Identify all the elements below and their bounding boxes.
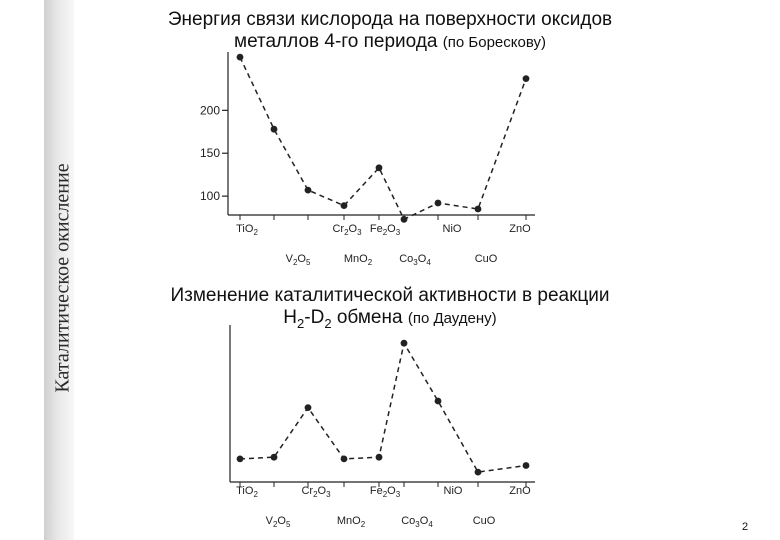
chart-2-title-note: (по Даудену) [407, 310, 497, 327]
chart-2-point-NiO [435, 398, 442, 405]
chart-2-x-label-Co3O4: $Co_3O_4$ [401, 515, 433, 529]
chart-1-title-main: металлов 4-го периода [234, 31, 438, 52]
chart-1-x-label-CuO: CuO [474, 253, 498, 265]
chart-2-point-V2O5 [271, 454, 278, 461]
chart-1-x-label-V2O5: $V_2O_5$ [285, 253, 311, 267]
chart-1-x-label-TiO2: TiO$_2$ [236, 223, 258, 237]
chart-1-x-label-ZnO: ZnO [509, 223, 531, 235]
chart-2-series-line [240, 343, 526, 472]
chart-2-point-Co3O4 [401, 340, 408, 347]
chart-2-title-line1: Изменение каталитической активности в реакции [170, 285, 610, 306]
chart-1-title-note: (по Борескову) [442, 34, 546, 51]
chart-2-x-label-Fe2O3: $Fe_2O_3$ [369, 485, 401, 499]
chart-1-x-label-Co3O4: $Co_3O_4$ [399, 253, 431, 267]
chart-2-x-label-V2O5: $V_2O_5$ [265, 515, 291, 529]
chart-1-x-label-MnO2: MnO$_2$ [343, 253, 373, 267]
chart-1-title-line1: Энергия связи кислорода на поверхности оксидов [167, 9, 613, 30]
chart-2-x-label-CuO: CuO [472, 515, 496, 527]
chart-2-point-CuO [475, 469, 482, 476]
chart-1-y-tick-label: 100 [199, 189, 220, 204]
chart-2-x-label-ZnO: ZnO [509, 485, 531, 497]
chart-2-point-Fe2O3 [376, 454, 383, 461]
chart-1-y-tick-label: 150 [199, 146, 220, 161]
page-number: 2 [742, 521, 749, 533]
chart-2-point-Cr2O3 [305, 404, 312, 411]
chart-2-x-label-MnO2: MnO$_2$ [336, 515, 366, 529]
chart-2-x-label-TiO2: TiO$_2$ [236, 485, 258, 499]
chart-2-point-ZnO [523, 462, 530, 469]
chart-1-x-label-Fe2O3: $Fe_2O_3$ [369, 223, 401, 237]
side-label: Каталитическое окисление [51, 163, 74, 393]
chart-2-x-label-Cr2O3: $Cr_2O_3$ [301, 485, 331, 499]
chart-1-x-label-NiO: NiO [442, 223, 462, 235]
chart-2-x-label-NiO: NiO [443, 485, 463, 497]
chart-2-title-main: $H_2-D_2$ обмена [283, 307, 403, 331]
chart-1-x-label-Cr2O3: $Cr_2O_3$ [332, 223, 362, 237]
chart-1-y-tick-label: 200 [199, 103, 220, 118]
chart-2-point-TiO2 [237, 456, 244, 463]
chart-2-point-MnO2 [341, 456, 348, 463]
